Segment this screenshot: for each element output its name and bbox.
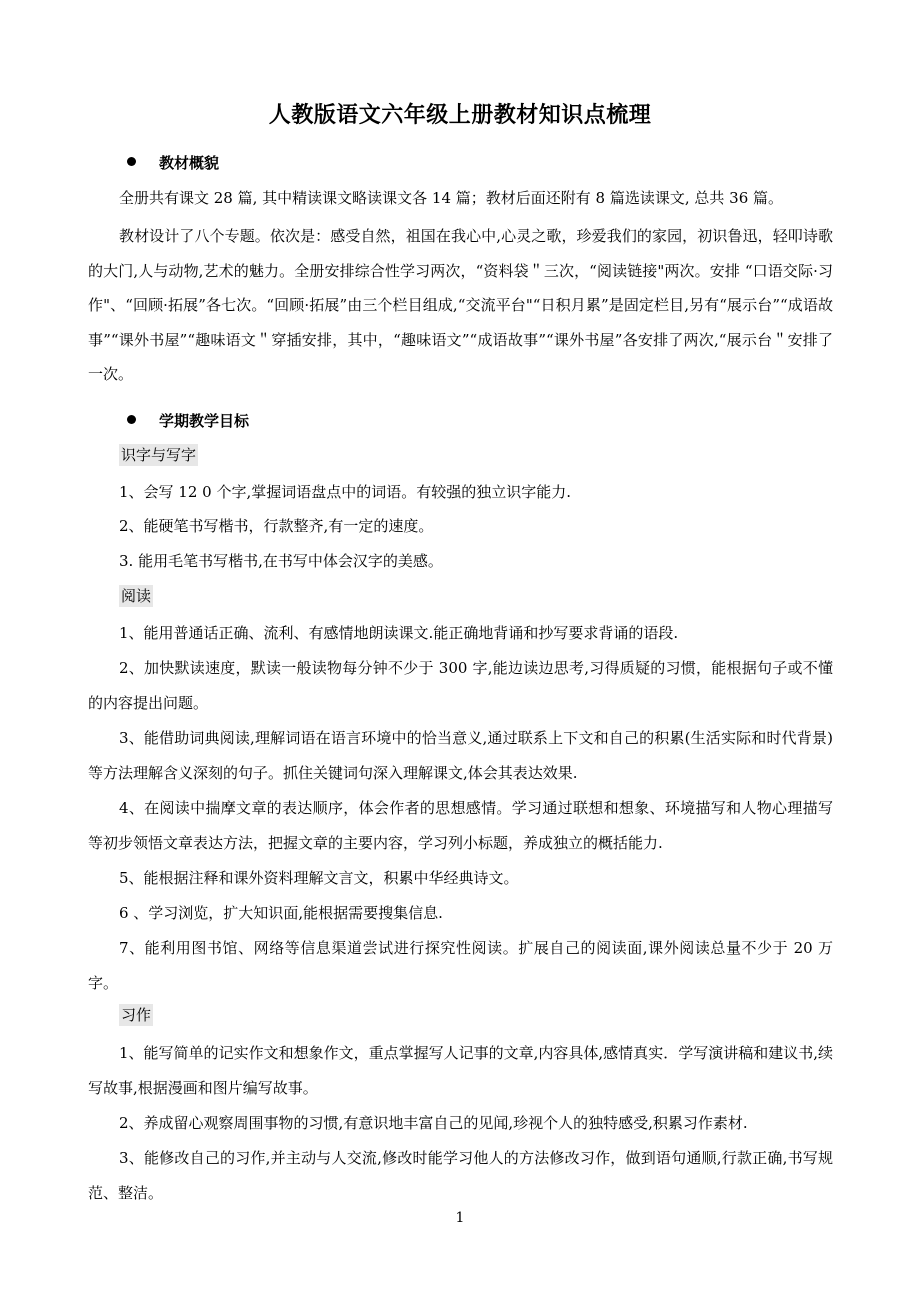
literacy-item: 1、会写 12 0 个字,掌握词语盘点中的词语。有较强的独立识字能力.: [119, 483, 572, 501]
literacy-item: 3. 能用毛笔书写楷书,在书写中体会汉字的美感。: [119, 552, 443, 570]
bullet-icon: [127, 157, 136, 166]
section-heading-overview: [127, 152, 219, 174]
bullet-icon: [127, 415, 136, 424]
reading-item: 7、能利用图书馆、网络等信息渠道尝试进行探究性阅读。扩展自己的阅读面,课外阅读总量不少于 20 万字。: [88, 939, 833, 992]
subsection-label-writing: 习作: [121, 1006, 152, 1024]
reading-item: 2、加快默读速度，默读一般读物每分钟不少于 300 字,能边读边思考,习得质疑的习惯，能根据句子或不懂的内容提出问题。: [88, 659, 833, 712]
overview-paragraph-2: 教材设计了八个专题。依次是：感受自然，祖国在我心中,心灵之歌，珍爱我们的家园，初识鲁迅，轻叩诗歌的大门,人与动物,艺术的魅力。全册安排综合性学习两次，“资料袋＂三次，“阅读链接"两次。安排 “口语交际·习作"、“回顾·拓展”各七次。“回顾·拓展”由三个栏目组成,“交流平台"“日积月累”是固定栏目,另有“展示台”“成语故事”“课外书屋”“趣味语文＂穿插安排，其中，“趣味语文”“成语故事”“课外书屋”各安排了两次,“展示台＂安排了一次。: [88, 227, 833, 383]
section-heading-goals: [127, 410, 249, 432]
document-title: 人教版语文六年级上册教材知识点梳理: [268, 103, 652, 128]
overview-paragraph-1: 全册共有课文 28 篇, 其中精读课文略读课文各 14 篇；教材后面还附有 8 篇选读课文, 总共 36 篇。: [119, 189, 784, 207]
section-heading-goals-text: 学期教学目标: [159, 412, 250, 430]
reading-item: 5、能根据注释和课外资料理解文言文，积累中华经典诗文。: [119, 869, 519, 887]
subsection-label-reading: 阅读: [121, 587, 152, 605]
writing-item: 2、养成留心观察周围事物的习惯,有意识地丰富自己的见闻,珍视个人的独特感受,积累习作素材.: [119, 1114, 748, 1132]
reading-item: 4、在阅读中揣摩文章的表达顺序，体会作者的思想感情。学习通过联想和想象、环境描写和人物心理描写等初步领悟文章表达方法，把握文章的主要内容，学习列小标题，养成独立的概括能力.: [88, 799, 833, 852]
writing-item: 3、能修改自己的习作,并主动与人交流,修改时能学习他人的方法修改习作，做到语句通顺,行款正确,书写规范、整洁。: [88, 1149, 833, 1202]
reading-item: 1、能用普通话正确、流利、有感情地朗读课文.能正确地背诵和抄写要求背诵的语段.: [119, 624, 679, 642]
writing-item: 1、能写简单的记实作文和想象作文，重点掌握写人记事的文章,内容具体,感情真实．学写演讲稿和建议书,续写故事,根据漫画和图片编写故事。: [88, 1044, 833, 1097]
reading-item: 3、能借助词典阅读,理解词语在语言环境中的恰当意义,通过联系上下文和自己的积累(生活实际和时代背景)等方法理解含义深刻的句子。抓住关键词句深入理解课文,体会其表达效果.: [88, 729, 833, 782]
page-number: 1: [455, 1210, 465, 1226]
section-heading-overview-text: 教材概貌: [159, 154, 220, 172]
literacy-item: 2、能硬笔书写楷书，行款整齐,有一定的速度。: [119, 517, 434, 535]
reading-item: 6 、学习浏览，扩大知识面,能根据需要搜集信息.: [119, 904, 443, 922]
subsection-label-literacy: 识字与写字: [121, 446, 197, 464]
